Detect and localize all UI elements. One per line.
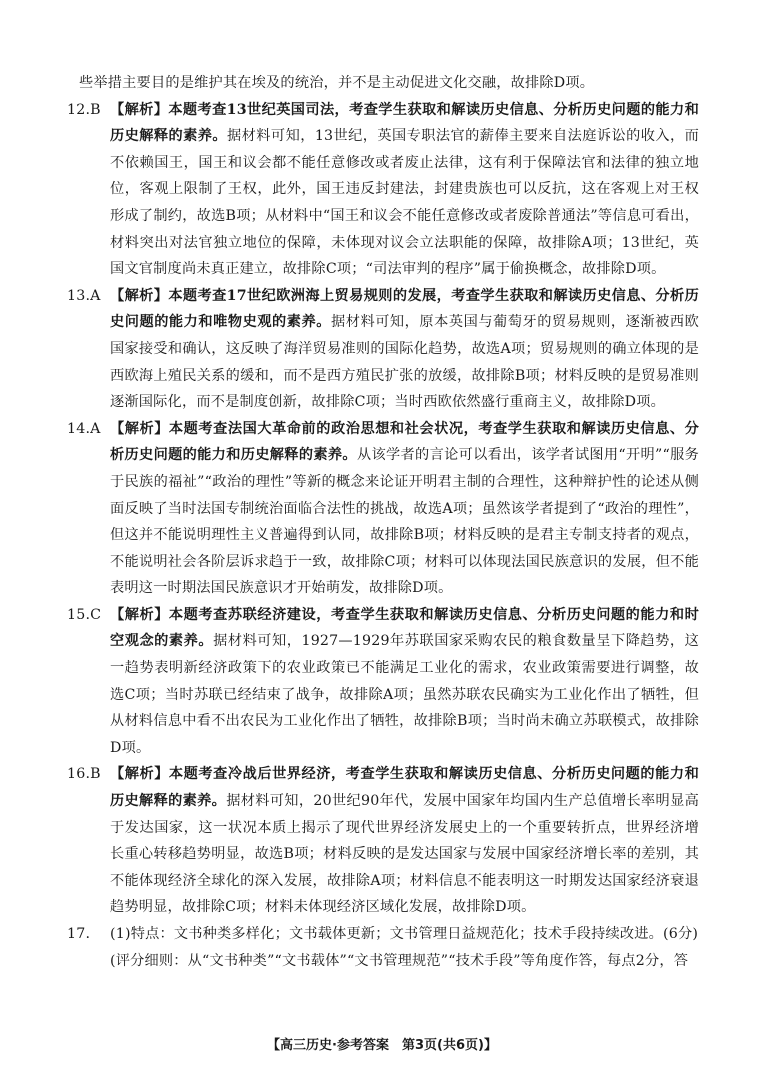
- question-16: [67, 761, 699, 921]
- analysis-lead: 【解析】本题考查苏联经济建设，考查学生获取和解读历史信息、分析历史问题的能力和时空观念的素养。: [110, 606, 699, 650]
- question-12: [67, 97, 700, 283]
- question-13: [67, 283, 699, 416]
- analysis-lead: 【解析】本题考查冷战后世界经济，考查学生获取和解读历史信息、分析历史问题的能力和历史解释的素养。: [110, 766, 699, 810]
- q17-answer-line: (1)特点：文书种类多样化；文书载体更新；文书管理日益规范化；技术手段持续改进。(6分): [110, 926, 699, 942]
- analysis-body: 从该学者的言论可以看出，该学者试图用“开明”“服务于民族的福祉”“政治的理性”等新的概念来论证开明君主制的合理性，这种辩护性的论述从侧面反映了当时法国专制统治面临合法性的挑战，故选A项；虽然该学者提到了“政治的理性”，但这并不能说明理性主义普遍得到认同，故排除B项；材料反映的是君主专制支持者的观点，不能说明社会各阶层诉求趋于一致，故排除C项；材料可以体现法国民族意识的发展，但不能表明这一时期法国民族意识才开始萌发，故排除D项。: [110, 447, 699, 597]
- question-15: [67, 602, 699, 762]
- analysis-body: 据材料可知，13世纪，英国专职法官的薪俸主要来自法庭诉讼的收入，而不依赖国王，国王和议会都不能任意修改或者废止法律，这有利于保障法官和法律的独立地位，客观上限制了王权，此外，国王违反封建法，封建贵族也可以反抗，这在客观上对王权形成了制约，故选B项；从材料中“国王和议会不能任意修改或者废除普通法”等信息可看出，材料突出对法官独立地位的保障，未体现对议会立法职能的保障，故排除A项；13世纪，英国文官制度尚未真正建立，故排除C项；“司法审判的程序”属于偷换概念，故排除D项。: [110, 128, 700, 278]
- question-14: [67, 416, 699, 602]
- question-number: 12.B: [67, 101, 101, 118]
- intro-line: 些举措主要目的是维护其在埃及的统治，并不是主动促进文化交融，故排除D项。: [79, 75, 595, 91]
- q17-scoring-detail: (评分细则：从“文书种类”“文书载体”“文书管理规范”“技术手段”等角度作答，每点2分，答: [110, 952, 689, 969]
- analysis-body: 据材料可知，原本英国与葡萄牙的贸易规则，逐渐被西欧国家接受和确认，这反映了海洋贸易准则的国际化趋势，故选A项；贸易规则的确立体现的是西欧海上殖民关系的缓和，而不是西方殖民扩张的放缓，故排除B项；材料反映的是贸易准则逐渐国际化，而不是制度创新，故排除C项；当时西欧依然盛行重商主义，故排除D项。: [110, 314, 699, 411]
- question-number: 17.: [67, 926, 91, 942]
- analysis-lead: 【解析】本题考查17世纪欧洲海上贸易规则的发展，考查学生获取和解读历史信息、分析历史问题的能力和唯物史观的素养。: [110, 287, 699, 331]
- question-number: 13.A: [67, 287, 101, 304]
- answer-content: [67, 70, 700, 974]
- question-number: 16.B: [67, 766, 101, 783]
- analysis-lead: 【解析】本题考查13世纪英国司法，考查学生获取和解读历史信息、分析历史问题的能力和历史解释的素养。: [110, 101, 699, 145]
- analysis-body: 据材料可知，1927—1929年苏联国家采购农民的粮食数量呈下降趋势，这一趋势表明新经济政策下的农业政策已不能满足工业化的需求，农业政策需要进行调整，故选C项；当时苏联已经结束了战争，故排除A项；虽然苏联农民确实为工业化作出了牺牲，但从材料信息中看不出农民为工业化作出了牺牲，故排除B项；当时尚未确立苏联模式，故排除D项。: [110, 633, 699, 756]
- analysis-body: 据材料可知，20世纪90年代，发展中国家年均国内生产总值增长率明显高于发达国家，这一状况本质上揭示了现代世界经济发展史上的一个重要转折点，世界经济增长重心转移趋势明显，故选B项；材料反映的是发达国家与发展中国家经济增长率的差别，其不能体现经济全球化的深入发展，故排除A项；材料信息不能表明这一时期发达国家经济衰退趋势明显，故排除C项；材料未体现经济区域化发展，故排除D项。: [110, 793, 699, 916]
- question-17: [67, 921, 699, 974]
- page-footer: 【高三历史·参考答案 第3页(共6页)】: [267, 1038, 497, 1053]
- question-number: 15.C: [67, 606, 102, 623]
- question-number: 14.A: [67, 420, 101, 437]
- analysis-lead: 【解析】本题考查法国大革命前的政治思想和社会状况，考查学生获取和解读历史信息、分析历史问题的能力和历史解释的素养。: [110, 420, 699, 464]
